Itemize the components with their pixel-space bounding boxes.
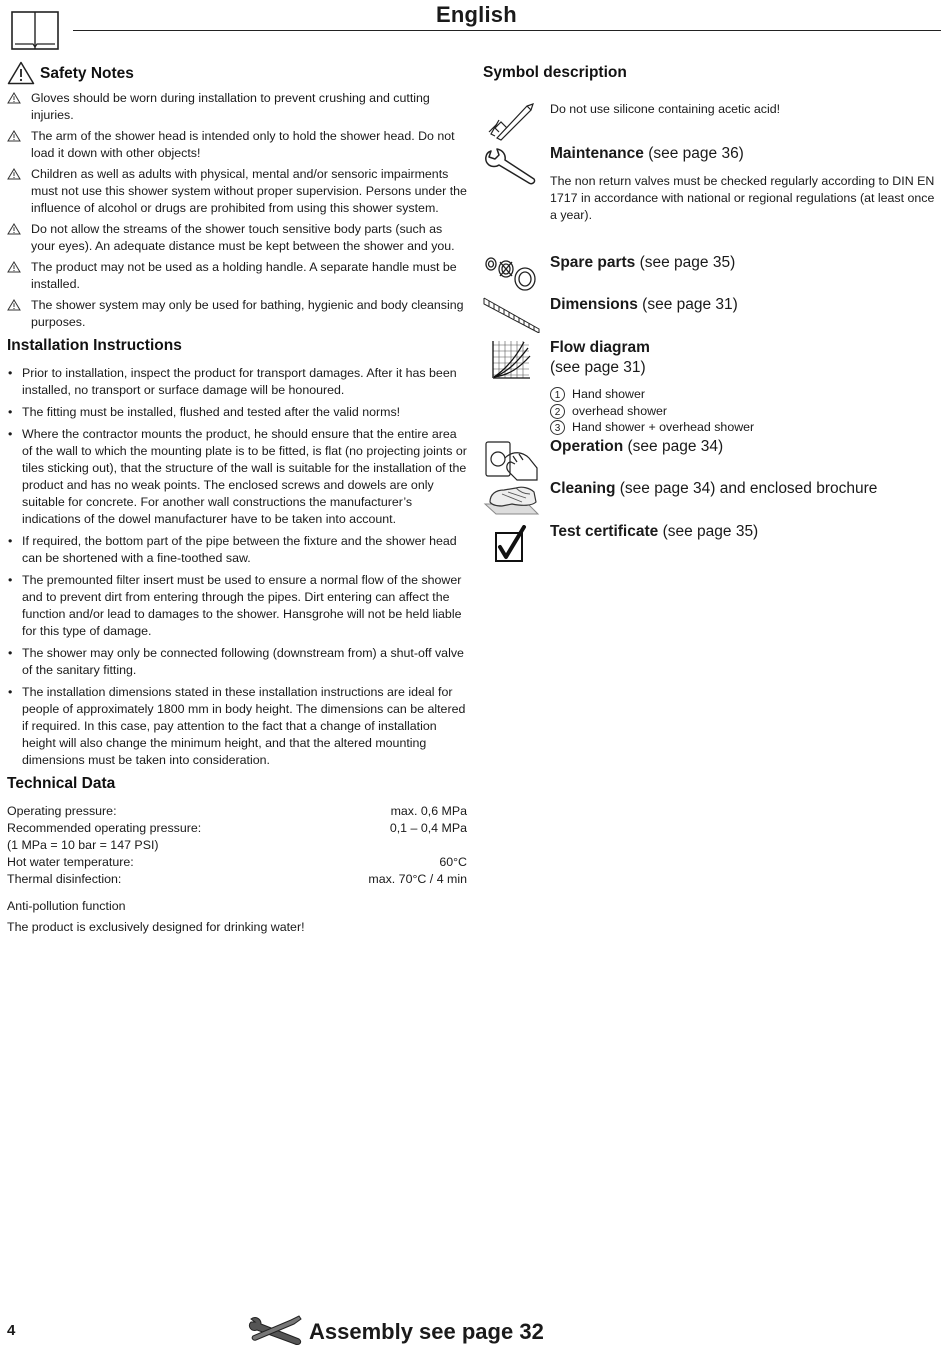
installation-item: • The fitting must be installed, flushed and tested after the valid norms! xyxy=(8,405,401,419)
symbol-description-heading: Symbol description xyxy=(483,64,627,81)
dimensions-title: Dimensions (see page 31) xyxy=(550,296,738,313)
safety-heading: Safety Notes xyxy=(7,62,467,86)
header-rule xyxy=(73,30,941,31)
silicone-gun-icon xyxy=(487,98,535,147)
flow-ref: (see page 31) xyxy=(550,359,646,376)
ruler-icon xyxy=(483,295,541,338)
warning-icon xyxy=(7,261,21,278)
checkbox-icon xyxy=(494,525,528,568)
cleaning-hand-icon xyxy=(482,480,540,521)
flow-graph-icon xyxy=(490,339,532,386)
installation-item: • The premounted filter insert must be used to ensure a normal flow of the shower and to prevent dirt from entering through the pipes. Dirt entering can affect the function and/or lead to damages to the shower. Hansgrohe will not be held liable for this type of damage. xyxy=(8,573,462,638)
safety-note-text: Gloves should be worn during installation to prevent crushing and cutting injuries. xyxy=(31,91,430,122)
maintenance-text: The non return valves must be checked regularly according to DIN EN 1717 in accordance with national or regional regulations (at least once a year). xyxy=(550,174,935,222)
test-certificate-title: Test certificate (see page 35) xyxy=(550,523,759,540)
technical-row: Operating pressure: max. 0,6 MPa xyxy=(7,804,467,818)
warning-icon xyxy=(7,61,35,93)
page-title: English xyxy=(436,2,517,27)
maintenance-title: Maintenance (see page 36) xyxy=(550,145,744,162)
safety-note xyxy=(7,297,467,331)
drinking-water-text: The product is exclusively designed for drinking water! xyxy=(7,920,305,934)
flow-item: 1 Hand shower xyxy=(550,386,645,403)
safety-note xyxy=(7,221,467,255)
safety-note-text: The arm of the shower head is intended only to hold the shower head. Do not load it down with other objects! xyxy=(31,129,455,160)
technical-row: Thermal disinfection: max. 70°C / 4 min xyxy=(7,872,467,886)
technical-row: Hot water temperature: 60°C xyxy=(7,855,467,869)
spare-parts-title: Spare parts (see page 35) xyxy=(550,254,736,271)
safety-note-text: The shower system may only be used for bathing, hygienic and body cleansing purposes. xyxy=(31,298,464,329)
safety-note xyxy=(7,128,467,162)
left-column xyxy=(7,62,467,936)
wrench-icon xyxy=(483,147,539,192)
safety-note-text: Children as well as adults with physical, mental and/or sensoric impairments must not use this shower system without proper supervision. Persons under the influence of alcohol or drugs are prohibited from using this shower system. xyxy=(31,167,467,215)
flow-item: 3 Hand shower + overhead shower xyxy=(550,419,754,436)
silicone-note: Do not use silicone containing acetic acid! xyxy=(550,102,781,116)
safety-note-text: Do not allow the streams of the shower touch sensitive body parts (such as your eyes). An adequate distance must be kept between the shower and you. xyxy=(31,222,455,253)
safety-note-text: The product may not be used as a holding handle. A separate handle must be installed. xyxy=(31,260,457,291)
warning-icon xyxy=(7,92,21,109)
tools-icon xyxy=(247,1312,305,1355)
flow-item: 2 overhead shower xyxy=(550,403,667,420)
page-number: 4 xyxy=(7,1322,16,1339)
technical-heading: Technical Data xyxy=(7,775,116,792)
anti-pollution-text: Anti-pollution function xyxy=(7,899,126,913)
warning-icon xyxy=(7,223,21,240)
installation-heading: Installation Instructions xyxy=(7,337,182,354)
technical-row: (1 MPa = 10 bar = 147 PSI) xyxy=(7,838,159,852)
warning-icon xyxy=(7,130,21,147)
flow-title: Flow diagram xyxy=(550,339,650,356)
safety-note xyxy=(7,259,467,293)
book-icon xyxy=(11,11,59,56)
technical-row: Recommended operating pressure: 0,1 – 0,4 MPa xyxy=(7,821,467,835)
cleaning-title: Cleaning (see page 34) and enclosed brochure xyxy=(550,480,878,497)
installation-item: • The installation dimensions stated in these installation instructions are ideal for people of approximately 1800 mm in body height. The dimensions can be altered if required. In this case, pay attention to the fact that a change of installation height will also change the minimum height, and that the altered mounting dimensions must be taken into consideration. xyxy=(8,685,466,767)
installation-item: • The shower may only be connected following (downstream from) a shut-off valve of the sanitary fitting. xyxy=(8,646,464,677)
assembly-reference: Assembly see page 32 xyxy=(309,1319,544,1344)
installation-item: • Prior to installation, inspect the product for transport damages. After it has been installed, no transport or surface damage will be honoured. xyxy=(8,366,457,397)
safety-note xyxy=(7,90,467,124)
installation-item: • Where the contractor mounts the product, he should ensure that the entire area of the wall to which the mounting plate is to be fitted, is flat (no projecting joints or tiles sticking out), that the structure of the wall is suitable for the installation of the product and has no weak points. The enclosed screws and dowels are only suitable for concrete. For another wall constructions the manufacturer’s indications of the dowel manufacturer have to be taken into account. xyxy=(8,427,467,526)
spare-parts-icon xyxy=(483,252,541,299)
safety-note xyxy=(7,166,467,217)
warning-icon xyxy=(7,299,21,316)
warning-icon xyxy=(7,168,21,185)
operation-title: Operation (see page 34) xyxy=(550,438,724,455)
installation-item: • If required, the bottom part of the pipe between the fixture and the shower head can be shortened with a fine-toothed saw. xyxy=(8,534,457,565)
